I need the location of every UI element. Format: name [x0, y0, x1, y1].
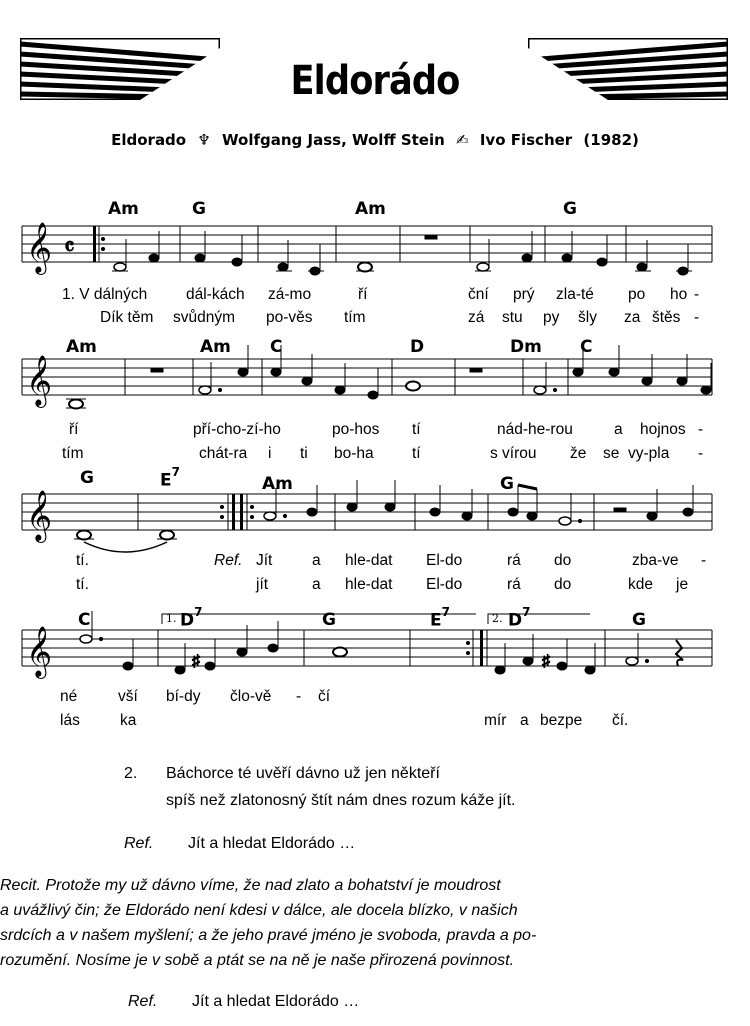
lyric: hle-dat — [345, 552, 393, 569]
lyric: - — [694, 309, 700, 326]
lyric: a — [614, 421, 623, 438]
lyric: né — [60, 688, 78, 705]
ref-label: Ref. — [124, 835, 154, 852]
chord: G — [632, 610, 646, 630]
svg-text:𝄞: 𝄞 — [26, 355, 53, 406]
chord — [180, 605, 203, 631]
lyric: vy-pla — [628, 445, 670, 462]
lyric: - — [694, 286, 700, 303]
lyric: rá — [507, 576, 521, 593]
chord-root: D — [508, 610, 523, 631]
lyric: pří-cho-zí-ho — [193, 421, 281, 438]
lyric: dál-kách — [186, 286, 245, 303]
music-system-3 — [0, 466, 750, 601]
lyric: po — [628, 286, 646, 303]
recit-line-4: rozumění. Nosíme je v sobě a ptát se na ně je naše přirozená povinnost. — [0, 952, 515, 969]
lyric: a — [312, 576, 321, 593]
chord: G — [563, 199, 577, 219]
chord-root: E — [430, 610, 442, 631]
lyric: ří — [69, 421, 79, 438]
lyric: tím — [344, 309, 366, 326]
lyric: do — [554, 552, 572, 569]
lyric: hle-dat — [345, 576, 393, 593]
chord: Am — [200, 337, 231, 357]
music-system-2 — [0, 335, 750, 470]
lyric: a — [312, 552, 321, 569]
ref-label: Ref. — [214, 552, 243, 569]
lyric: je — [676, 576, 689, 593]
chord: C — [580, 337, 593, 357]
lyric: tím — [62, 445, 84, 462]
svg-text:𝄴: 𝄴 — [64, 232, 75, 261]
verse-2-line-1: Báchorce té uvěří dávno už jen někteří — [166, 765, 440, 782]
lyric: stu — [502, 309, 523, 326]
chord: G — [322, 610, 336, 630]
music-system-4 — [0, 600, 750, 740]
lyric: - — [698, 421, 704, 438]
chord: D — [410, 337, 425, 357]
lyric: tí. — [76, 552, 89, 569]
lyric: bí-dy — [166, 688, 201, 705]
svg-text:♯: ♯ — [192, 653, 200, 670]
music-authors: Wolfgang Jass, Wolff Stein — [222, 131, 445, 149]
lyric: čí — [318, 688, 331, 705]
verse-2-line-2: spíš než zlatonosný štít nám dnes rozum káže jít. — [166, 792, 516, 809]
lyric: Dík těm — [100, 309, 154, 326]
chord-extension: 7 — [522, 605, 531, 619]
lyric: svůdným — [173, 309, 236, 326]
lyric: 1. V dálných — [62, 286, 148, 303]
original-title: Eldorado — [111, 131, 187, 149]
song-title: Eldorádo — [290, 58, 460, 104]
chord — [160, 465, 180, 491]
lyric: a — [520, 712, 529, 729]
lyric: mír — [484, 712, 507, 729]
chord: Am — [108, 199, 139, 219]
chord-extension: 7 — [171, 465, 180, 479]
lyric: prý — [513, 286, 535, 303]
lyric: šly — [578, 309, 597, 326]
chord-extension: 7 — [441, 605, 450, 619]
lyric: s vírou — [490, 445, 537, 462]
lyric: po-hos — [332, 421, 380, 438]
svg-text:𝄞: 𝄞 — [26, 222, 53, 273]
lyric: py — [543, 309, 560, 326]
recit-line-1: Recit. Protože my už dávno víme, že nad zlato a bohatství je moudrost — [0, 877, 501, 894]
lyric: vší — [118, 688, 138, 705]
volta-1: 1. — [166, 612, 177, 625]
lyric: ční — [468, 286, 489, 303]
ref-text: Jít a hledat Eldorádo … — [188, 835, 356, 852]
lyric: El-do — [426, 552, 463, 569]
lyric: že — [570, 445, 587, 462]
chord: Am — [262, 474, 293, 494]
lyrics-author: Ivo Fischer — [479, 131, 573, 149]
lyric: za — [624, 309, 641, 326]
lyric: jít — [256, 576, 269, 593]
lyric: ří — [358, 286, 368, 303]
lyric: se — [603, 445, 620, 462]
chord: Am — [66, 337, 97, 357]
music-icon: ♆ — [197, 131, 211, 149]
lyric: Jít — [256, 552, 273, 569]
lyric: El-do — [426, 576, 463, 593]
lyric: ho — [670, 286, 688, 303]
lyric: rá — [507, 552, 521, 569]
recit-line-3: srdcích a v našem myšlení; a že jeho pravé jméno je svoboda, pravda a po- — [0, 927, 537, 944]
lyric: do — [554, 576, 572, 593]
chord: C — [78, 610, 91, 630]
volta-2: 2. — [492, 612, 503, 625]
lyric: tí. — [76, 576, 89, 593]
chord-root: D — [180, 610, 195, 631]
verse-2-number: 2. — [124, 765, 138, 782]
lyric: člo-vě — [230, 688, 272, 705]
lyric: ti — [300, 445, 308, 462]
svg-text:𝄞: 𝄞 — [26, 626, 53, 677]
lyric: zba-ve — [632, 552, 679, 569]
credits-line — [0, 131, 750, 149]
lyric: ka — [120, 712, 137, 729]
chord-extension: 7 — [194, 605, 203, 619]
lyric: nád-he-rou — [497, 421, 573, 438]
svg-text:♯: ♯ — [542, 653, 550, 670]
lyric: zá-mo — [268, 286, 312, 303]
chord: Dm — [510, 337, 542, 357]
lyric: - — [701, 552, 707, 569]
lyric: i — [268, 445, 272, 462]
chord: G — [192, 199, 206, 219]
lyric: bo-ha — [334, 445, 374, 462]
lyric: bezpe — [540, 712, 583, 729]
lyric: čí. — [612, 712, 629, 729]
ref-text: Jít a hledat Eldorádo … — [192, 993, 360, 1010]
year: (1982) — [583, 131, 639, 149]
lyric: hojnos — [640, 421, 686, 438]
lyric: - — [296, 688, 302, 705]
ref-label: Ref. — [128, 993, 158, 1010]
lyric: zá — [468, 309, 485, 326]
lyric: kde — [628, 576, 653, 593]
lyric: tí — [412, 445, 421, 462]
music-system-1 — [0, 195, 750, 335]
lyric: chát-ra — [199, 445, 248, 462]
chord: Am — [355, 199, 386, 219]
lyric: lás — [60, 712, 80, 729]
lyric: zla-té — [556, 286, 594, 303]
recit-line-2: a uvážlivý čin; že Eldorádo není kdesi v dálce, ale docela blízko, v našich — [0, 902, 518, 919]
lyric: štěs — [652, 309, 681, 326]
chord — [430, 605, 450, 631]
chord: C — [270, 337, 283, 357]
svg-text:𝄞: 𝄞 — [26, 490, 53, 541]
chord: G — [80, 468, 94, 488]
chord — [508, 605, 531, 631]
chord: G — [500, 474, 514, 494]
lyric: po-věs — [266, 309, 313, 326]
lyric: - — [698, 445, 704, 462]
lyric: tí — [412, 421, 421, 438]
pen-icon: ✍ — [456, 131, 469, 149]
chord-root: E — [160, 470, 172, 491]
